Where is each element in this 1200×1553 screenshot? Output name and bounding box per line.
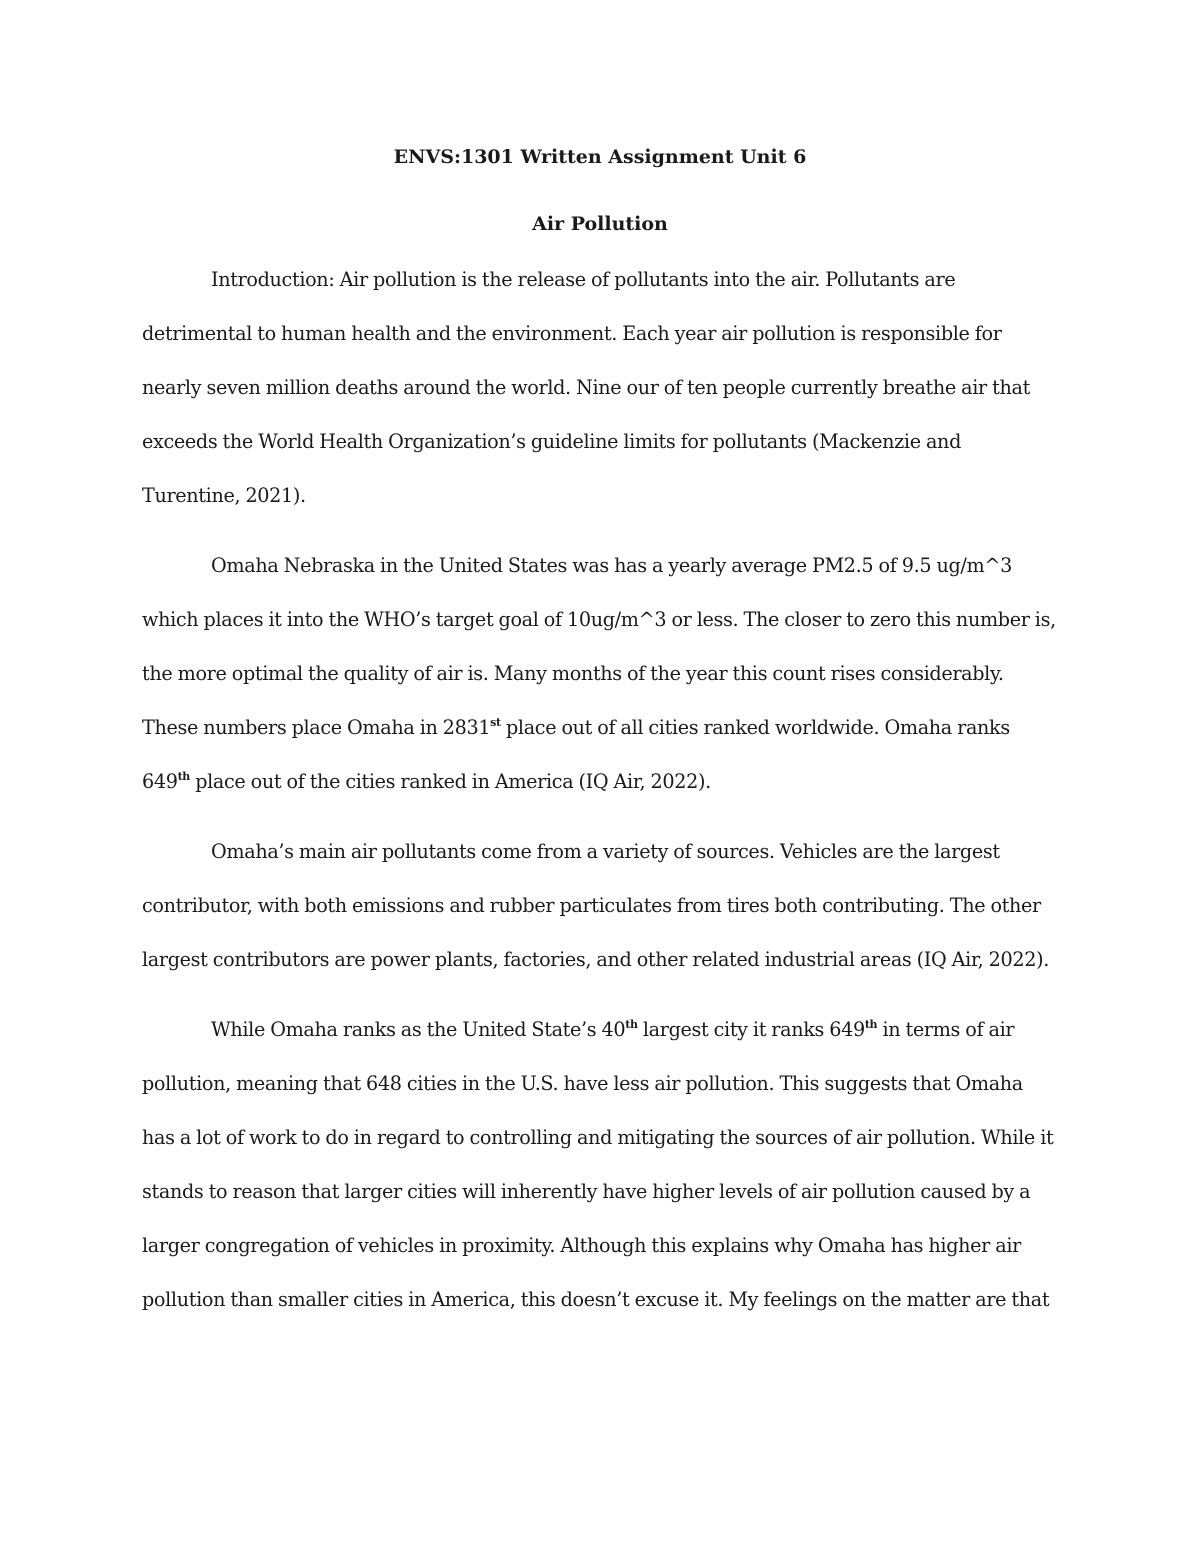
paragraph-text: in terms of air pollution, meaning that 648 cities in the U.S. have less air pollution. This suggests that Omaha has a lot of work to do in regard to controlling and mitigating the sources of air pollution. While it stands to reason that larger cities will inherently have higher levels of air pollution caused by a larger congregation of vehicles in proximity. Although this explains why Omaha has higher air pollution than smaller cities in America, this doesn’t excuse it. My feelings on the matter are that [142, 1018, 1054, 1311]
paragraph-text: largest city it ranks 649 [637, 1018, 865, 1041]
paragraph-sources [142, 825, 1058, 987]
document-body [142, 138, 1058, 1327]
ordinal-suffix: th [177, 769, 190, 783]
paragraph-text: Omaha’s main air pollutants come from a variety of sources. Vehicles are the largest contributor, with both emissions and rubber particulates from tires both contributing. The other largest contributors are power plants, factories, and other related industrial areas (IQ Air, 2022). [142, 840, 1049, 971]
paragraph-omaha-pm25 [142, 539, 1058, 809]
document-title: ENVS:1301 Written Assignment Unit 6 [393, 146, 807, 168]
paragraph-introduction [142, 253, 1058, 523]
paragraph-ranking [142, 1003, 1058, 1327]
ordinal-suffix: th [625, 1017, 638, 1031]
paragraph-text: While Omaha ranks as the United State’s 40 [211, 1018, 626, 1041]
ordinal-suffix: th [864, 1017, 878, 1031]
paragraph-text: Omaha Nebraska in the United States was has a yearly average PM2.5 of 9.5 ug/m^3 which places it into the WHO’s target goal of 10ug/m^3 or less. The closer to zero this number is, the more optimal the quality of air is. Many months of the year this count rises considerably. These numbers place Omaha in 2831 [142, 554, 1056, 739]
paragraph-text: place out of all cities ranked worldwide. Omaha ranks 649 [142, 716, 1010, 793]
document-subtitle: Air Pollution [532, 213, 668, 235]
paragraph-text: Introduction: Air pollution is the release of pollutants into the air. Pollutants are detrimental to human health and the environment. Each year air pollution is responsible for nearly seven million deaths around the world. Nine our of ten people currently breathe air that exceeds the World Health Organization’s guideline limits for pollutants (Mackenzie and Turentine, 2021). [142, 268, 1030, 507]
paragraph-text: place out of the cities ranked in America (IQ Air, 2022). [189, 770, 711, 793]
ordinal-suffix: st [490, 715, 501, 729]
